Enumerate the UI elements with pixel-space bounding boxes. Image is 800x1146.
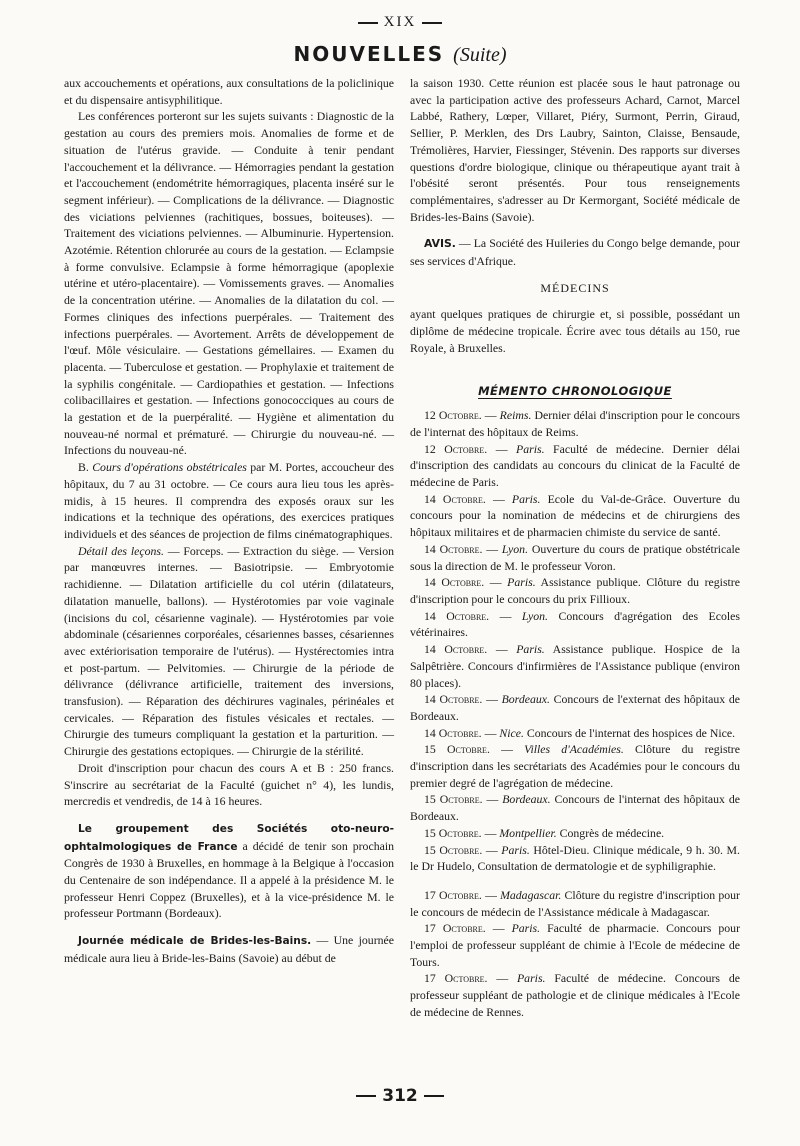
page-number: 312 (0, 1086, 800, 1106)
dash-rule (356, 1095, 376, 1097)
right-column (410, 75, 740, 1021)
entry-text: Congrès de médecine. (559, 825, 665, 840)
paragraph: B. Cours d'opérations obstétricales par M. Portes, accoucheur des hôpitaux, du 7 au 31 octobre. — Ce cours aura lieu tous les après-midis, à 15 heures. Il comprendra des exposés oraux sur les indications et la technique des opérations, des exercices pratiques individuels et des séances de projection de films cinématographiques. (64, 460, 395, 541)
memento-entry: 15 Octobre. — Paris. Hôtel-Dieu. Clinique médicale, 9 h. 30. M. le Dr Hudelo, Consultation de dermatologie et de syphiligraphie. (410, 842, 740, 874)
memento-entry: 17 Octobre. — Madagascar. Clôture du registre d'inscription pour le concours de médecin de l'Assistance médicale à Madagascar. (410, 887, 740, 919)
paragraph: ayant quelques pratiques de chirurgie et, si possible, possédant un diplôme de médecine tropicale. Écrire avec tous détails au 150, rue Royale, à Bruxelles. (410, 307, 740, 355)
entry-place: Nice. (499, 725, 524, 740)
entry-date: 12 Octobre. (424, 408, 482, 423)
memento-entry: 14 Octobre. — Bordeaux. Concours de l'externat des hôpitaux de Bordeaux. (410, 692, 740, 723)
entry-text: Faculté de médecine. Concours de professeur suppléant de pathologie et de clinique médicales à l'Ecole de médecine de Rennes. (410, 971, 740, 1019)
entry-date: 17 Octobre. (424, 921, 486, 936)
medecins-heading: MÉDECINS (540, 280, 610, 295)
memento-entry: 12 Octobre. — Paris. Faculté de médecine. Dernier délai d'inscription des candidats au concours du clinicat de la Faculté de médecine de Paris. (410, 441, 740, 490)
roman-folio: XIX (0, 14, 800, 31)
memento-entry: 15 Octobre. — Montpellier. Congrès de médecine. (424, 825, 665, 840)
entry-place: Paris. (501, 842, 530, 857)
entry-text: Faculté de pharmacie. Concours pour l'emploi de professeur suppléant de chimie à l'Ecole de médecine de Tours. (410, 921, 740, 969)
paragraph: Les conférences porteront sur les sujets suivants : Diagnostic de la gestation au cours des premiers mois. Anomalies de forme et de situation de l'utérus gravide. — Conduite à tenir pendant l'accouchement et la délivrance. — Hémorragies pendant la gestation et l'accouchement (endométrite hémorragiques, placenta inséré sur le segment inférieur). — Complications de la délivrance. — Diagnostic des viciations pelviennes (rachitiques, bossues, boiteuses). — Traitement des viciations pelviennes. — Albuminurie. Hypertension. Azotémie. Rétention chlorurée au cours de la gestation. — Eclampsie à forme convulsive. Eclampsie à forme hémorragique (apoplexie utérine et utéro-placentaire). — Vomissements graves. — Anomalies de la concentration utérine. — Anomalies de la dilatation du col. — Formes cliniques des infections puerpérales. — Traitement des infections puerpérales. — Avortement. Arrêts de développement de l'œuf. Môle vésiculaire. — Gestations gémellaires. — Examen du placenta. — Tuberculose et gestation. — Prophylaxie et traitement de la syphilis congénitale. — Cardiopathies et gestation. — Infections colibacillaires et gestation. — Infections gonococciques au cours de la gestation et de la puerpéralité. — Hygiène et alimentation du nouveau-né normal et prématuré. — Chirurgie du nouveau-né. — Infections du nouveau-né. (64, 109, 394, 458)
entry-text: Faculté de médecine. Dernier délai d'inscription des candidats au concours du clinicat de la Faculté de médecine de Paris. (410, 441, 740, 490)
memento-entry: 15 Octobre. — Bordeaux. Concours de l'internat des hôpitaux de Bordeaux. (410, 792, 740, 824)
entry-date: 12 Octobre. (424, 441, 488, 456)
entry-place: Montpellier. (499, 825, 557, 840)
entry-text: Concours d'agrégation des Ecoles vétérinaires. (410, 608, 740, 640)
news-item: Journée médicale de Brides-les-Bains. — Une journée médicale aura lieu à Bride-les-Bains (Savoie) au début de (64, 933, 394, 965)
entry-place: Paris. (511, 921, 541, 936)
entry-text: Ouverture du cours de pratique obstétricale sous la direction de M. le professeur Voron. (410, 541, 741, 573)
memento-entry: 14 Octobre. — Lyon. Ouverture du cours de pratique obstétricale sous la direction de M. le professeur Voron. (410, 541, 741, 573)
dash-rule (358, 22, 378, 24)
memento-entry: 14 Octobre. — Paris. Assistance publique. Clôture du registre d'inscription pour le concours du prix Fillioux. (410, 575, 740, 606)
section-title (0, 42, 800, 67)
section-title-text: NOUVELLES (293, 42, 445, 66)
entry-place: Lyon. (521, 608, 549, 623)
entry-place: Bordeaux. (501, 692, 550, 707)
entry-place: Bordeaux. (502, 792, 551, 807)
dash-rule (422, 22, 442, 24)
entry-text: Concours de l'internat des hôpitaux de Bordeaux. (410, 792, 740, 824)
entry-date: 14 Octobre. (424, 491, 486, 506)
memento-heading: MÉMENTO CHRONOLOGIQUE (478, 383, 672, 398)
memento-entry: 17 Octobre. — Paris. Faculté de médecine. Concours de professeur suppléant de pathologie et de clinique médicales à l'Ecole de médecine de Rennes. (410, 971, 740, 1019)
paragraph: aux accouchements et opérations, aux consultations de la policlinique et du dispensaire antisyphilitique. (64, 76, 394, 107)
entry-date: 15 Octobre. (424, 842, 483, 857)
notice: AVIS. — La Société des Huileries du Congo belge demande, pour ses services d'Afrique. (410, 236, 740, 269)
entry-text: Hôtel-Dieu. Clinique médicale, 9 h. 30. M. le Dr Hudelo, Consultation de dermatologie et de syphiligraphie. (410, 842, 740, 874)
dash-rule (424, 1095, 444, 1097)
entry-date: 14 Octobre. (424, 575, 485, 590)
memento-entry: 17 Octobre. — Paris. Faculté de pharmacie. Concours pour l'emploi de professeur suppléant de chimie à l'Ecole de médecine de Tours. (410, 921, 740, 969)
entry-date: 14 Octobre. (424, 725, 482, 740)
paragraph: la saison 1930. Cette réunion est placée sous le haut patronage ou avec la participation active des professeurs Achard, Carnot, Marcel Labbé, Rathery, Lœper, Villaret, Piéry, Surmont, Perrin, Giraud, Sellier, P. Merklen, des Drs Laubry, Sainton, Claisse, Bensaude, Trémolières, Harvier, Fiessinger, Stévenin. Des rapports sur diverses questions d'ordre biologique, clinique ou thérapeutique ayant trait à l'obésité seront présentés. Pour tous renseignements complémentaires, s'adresser au Dr Kermorgant, Société médicale de Brides-les-Bains (Savoie). (410, 76, 740, 224)
entry-place: Paris. (516, 441, 545, 456)
memento-entry: 14 Octobre. — Lyon. Concours d'agrégation des Ecoles vétérinaires. (410, 608, 740, 640)
section-title-suffix: (Suite) (453, 44, 507, 66)
memento-entry: 15 Octobre. — Villes d'Académies. Clôture du registre d'inscription dans les secrétariats des Académies pour le concours du premier degré de l'agrégation de médecine. (410, 742, 740, 790)
memento-list (410, 407, 740, 1020)
entry-text: Dernier délai d'inscription pour le concours de l'internat des hôpitaux de Reims. (410, 408, 740, 439)
entry-date: 14 Octobre. (424, 608, 490, 623)
paragraph: Droit d'inscription pour chacun des cours A et B : 250 francs. S'inscrire au secrétariat de la Faculté (guichet n° 4), les lundis, mercredis et vendredis, de 14 à 16 heures. (64, 760, 394, 809)
entry-place: Paris. (511, 491, 541, 506)
entry-text: Ecole du Val-de-Grâce. Ouverture du concours pour la nomination de médecins et de chirurgiens des hôpitaux militaires et de pharmacien chimiste du service de santé. (410, 491, 740, 540)
entry-place: Lyon. (501, 541, 529, 556)
news-item: Le groupement des Sociétés oto-neuro-ophtalmologiques de France a décidé de tenir son prochain Congrès de 1930 à Bruxelles, en hommage à la Belgique à l'occasion du Centenaire de son indépendance. Il a appelé à la présidence M. le professeur Henri Coppez (Bruxelles), et à la vice-présidence M. le professeur Portmann (Bordeaux). (64, 822, 395, 921)
entry-text: Assistance publique. Hospice de la Salpêtrière. Concours d'infirmières de l'Assistance publique (environ 80 places). (410, 642, 740, 690)
entry-place: Madagascar. (500, 887, 562, 902)
entry-date: 15 Octobre. (424, 792, 483, 807)
entry-place: Paris. (507, 575, 536, 590)
entry-text: Clôture du registre d'inscription pour le concours de médecin de l'Assistance médicale à Madagascar. (410, 887, 740, 919)
entry-place: Paris. (516, 642, 545, 657)
entry-date: 14 Octobre. (424, 692, 483, 707)
memento-entry: 14 Octobre. — Paris. Ecole du Val-de-Grâce. Ouverture du concours pour la nomination de médecins et de chirurgiens des hôpitaux militaires et de pharmacien chimiste du service de santé. (410, 491, 740, 540)
entry-date: 14 Octobre. (424, 642, 488, 657)
entry-place: Reims. (499, 408, 532, 423)
memento-entry: 14 Octobre. — Nice. Concours de l'internat des hospices de Nice. (424, 725, 736, 740)
paragraph: Détail des leçons. — Forceps. — Extraction du siège. — Version par manœuvres internes. — Basiotripsie. — Embryotomie rachidienne. — Dilatation artificielle du col utérin (dilatateurs, dilatation manuelle, ballons). — Hystérotomies par voie vaginale (incisions du col, césarienne vaginale). — Hystérotomies par voie abdominale (césariennes corporéales, césariennes basses, césariennes avec extériorisation temporaire de l'utérus). — Hystérectomies intra et post-partum. — Pelvitomies. — Chirurgie de la période de délivrance (délivrance artificielle, traitement des inversions, transfusion). — Réparation des déchirures vaginales, périnéales et cervicales. — Réparation des fistules vésicales et rectales. — Chirurgie des tumeurs compliquant la gestation et la parturition. — Chirurgie des gestations ectopiques. — Chirurgie de la stérilité. (64, 543, 395, 759)
entry-date: 14 Octobre. (424, 541, 483, 556)
entry-text: Assistance publique. Clôture du registre d'inscription pour le concours du prix Fillioux. (410, 575, 740, 606)
entry-text: Concours de l'externat des hôpitaux de Bordeaux. (410, 692, 740, 723)
memento-entry: 14 Octobre. — Paris. Assistance publique. Hospice de la Salpêtrière. Concours d'infirmières de l'Assistance publique (environ 80 places). (410, 642, 740, 690)
entry-date: 17 Octobre. (424, 887, 482, 902)
memento-entry: 12 Octobre. — Reims. Dernier délai d'inscription pour le concours de l'internat des hôpitaux de Reims. (410, 408, 740, 439)
entry-place: Paris. (516, 971, 546, 986)
entry-text: Clôture du registre d'inscription dans les secrétariats des Académies pour le concours du premier degré de l'agrégation de médecine. (410, 742, 740, 790)
entry-date: 15 Octobre. (424, 742, 490, 757)
left-column (64, 75, 394, 967)
entry-date: 17 Octobre. (424, 971, 488, 986)
entry-text: Concours de l'internat des hospices de Nice. (526, 725, 736, 740)
entry-place: Villes d'Académies. (524, 742, 624, 757)
entry-date: 15 Octobre. (424, 825, 482, 840)
